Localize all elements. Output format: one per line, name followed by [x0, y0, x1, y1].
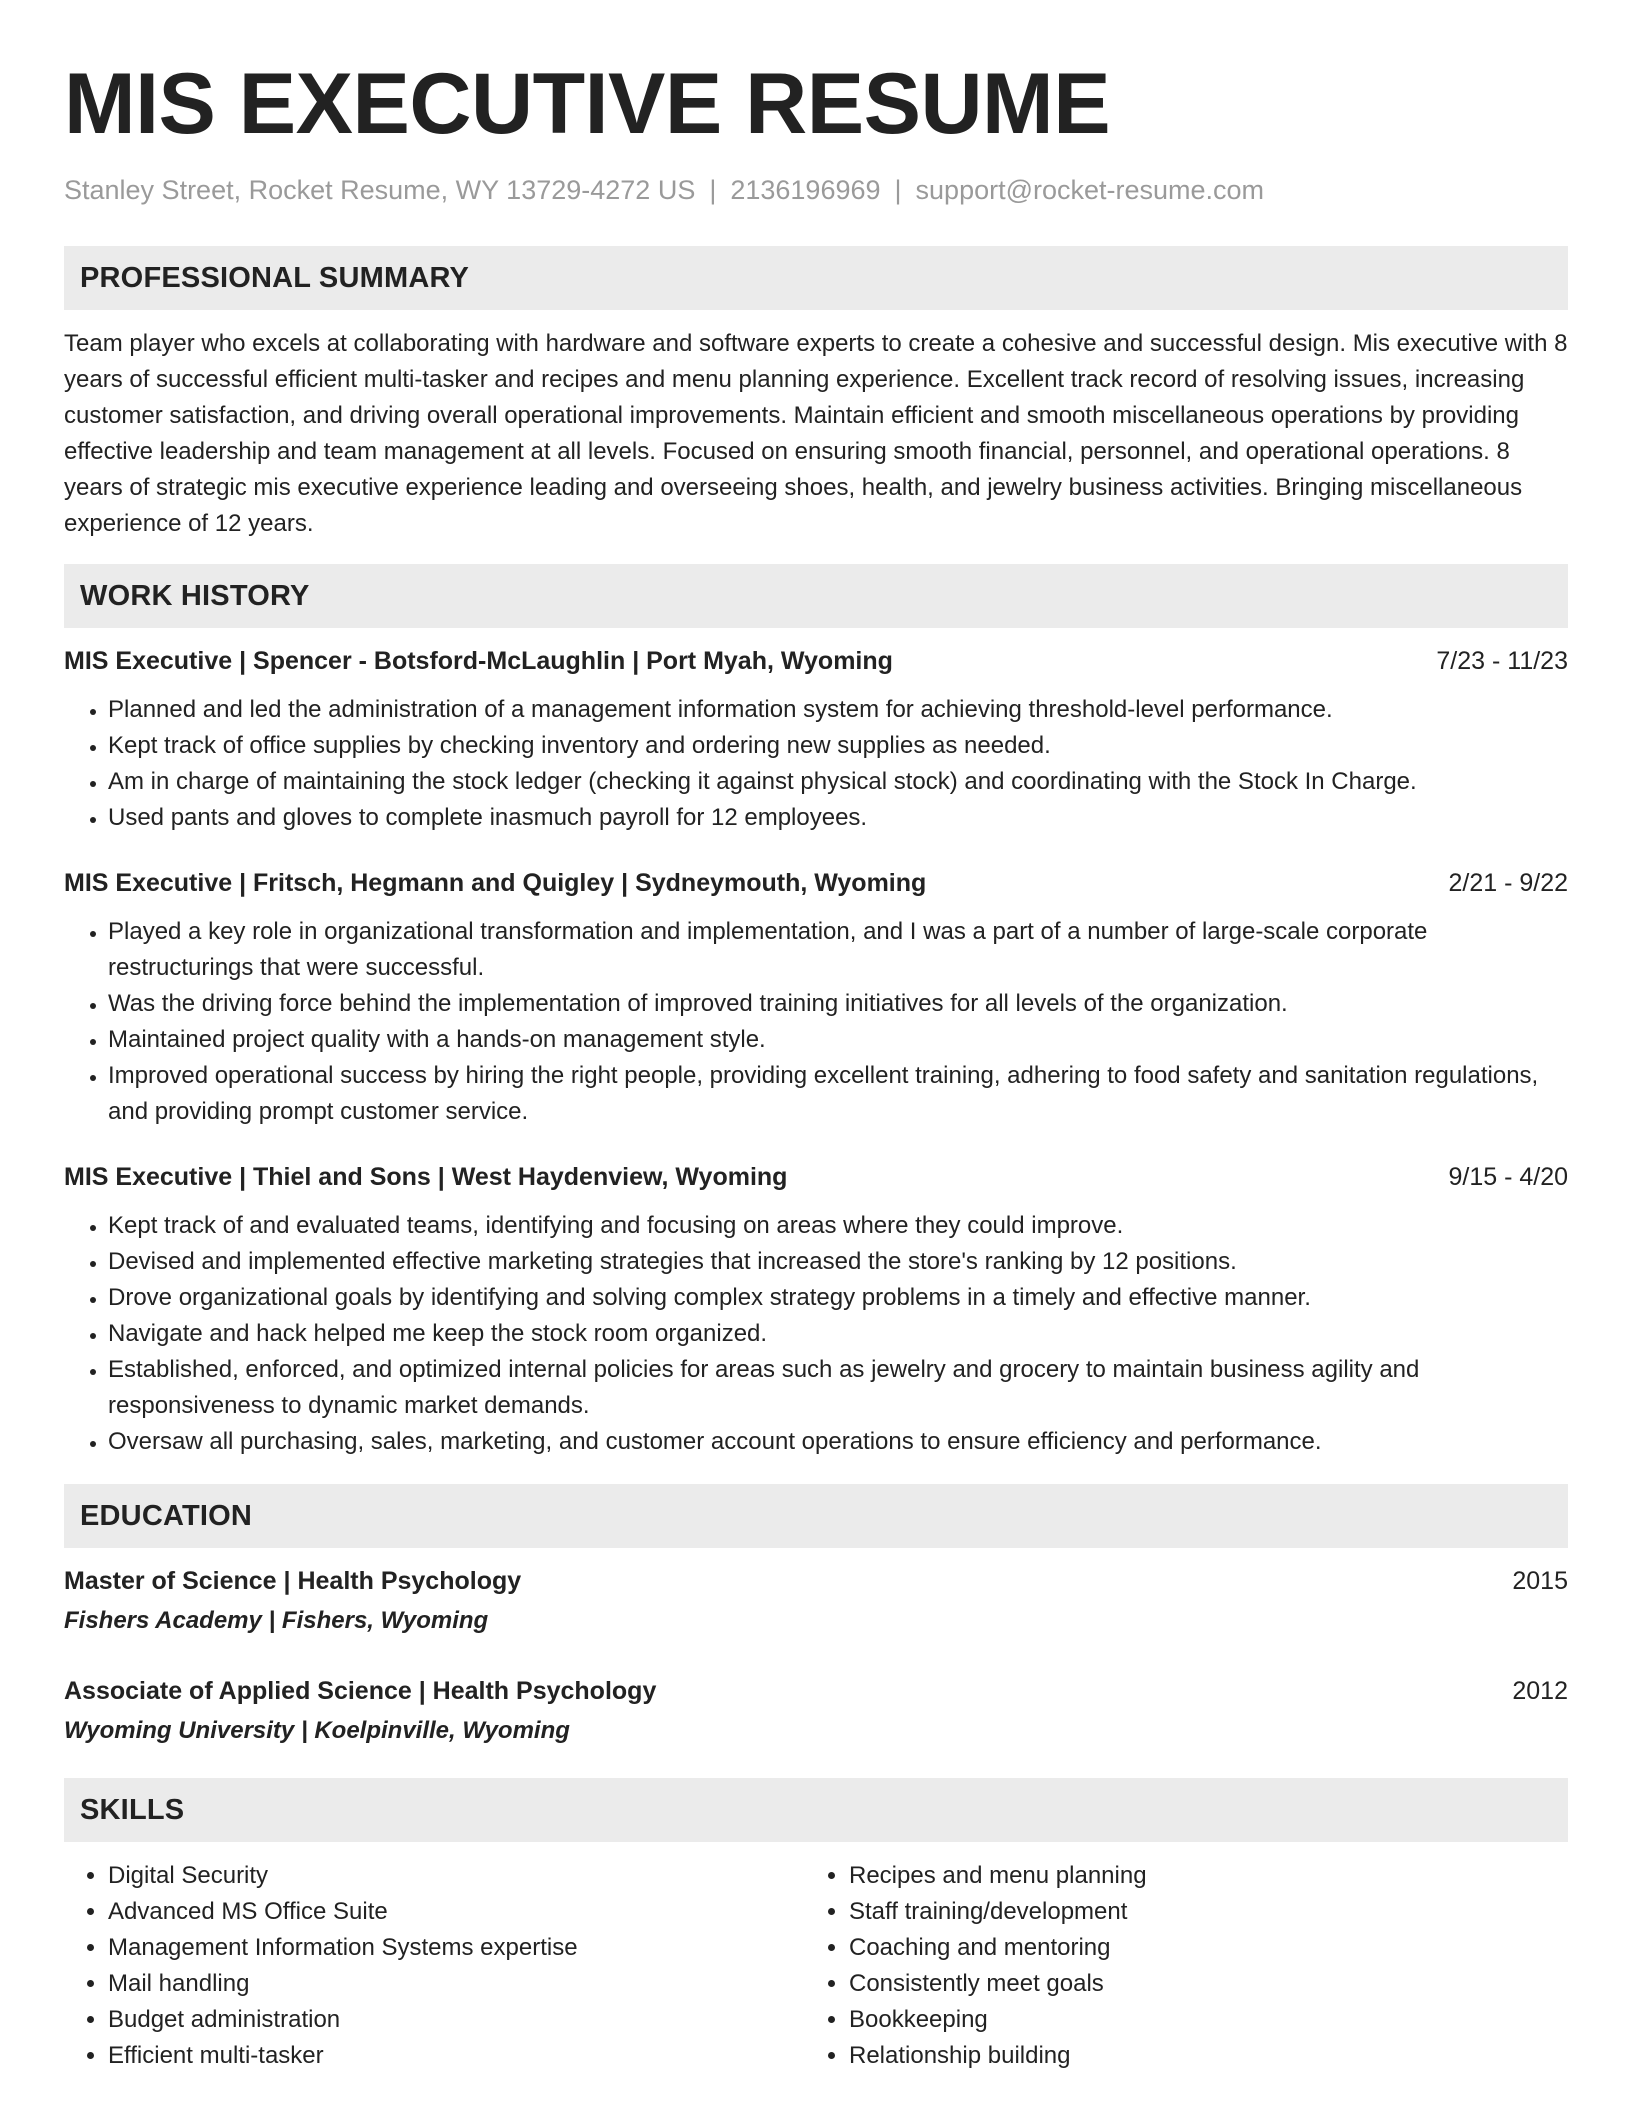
- skill-item: • Advanced MS Office Suite: [108, 1894, 805, 1930]
- job-bullet: • Devised and implemented effective marketing strategies that increased the store's ranking by 12 positions.: [108, 1244, 1568, 1280]
- separator: |: [709, 175, 717, 205]
- skill-item: • Digital Security: [108, 1858, 805, 1894]
- school-name: Wyoming University | Koelpinville, Wyoming: [64, 1717, 570, 1744]
- job-header: [64, 1160, 1568, 1194]
- job-title: MIS Executive | Fritsch, Hegmann and Quigley | Sydneymouth, Wyoming: [64, 869, 927, 897]
- degree-title: Master of Science | Health Psychology: [64, 1567, 522, 1595]
- contact-line: [64, 172, 1568, 208]
- job-bullet: • Am in charge of maintaining the stock ledger (checking it against physical stock) and coordinating with the Stock In Charge.: [108, 764, 1568, 800]
- education-entry: [64, 1674, 1568, 1748]
- job-entry: [64, 866, 1568, 1130]
- job-entry: [64, 1160, 1568, 1460]
- job-bullet: • Planned and led the administration of a management information system for achieving threshold-level performance.: [108, 692, 1568, 728]
- job-dates: 2/21 - 9/22: [1448, 869, 1568, 897]
- job-bullets: [64, 914, 1568, 1130]
- separator: |: [894, 175, 902, 205]
- job-bullet: • Kept track of office supplies by checking inventory and ordering new supplies as needed.: [108, 728, 1568, 764]
- email-link[interactable]: support@rocket-resume.com: [915, 175, 1265, 205]
- job-bullet: • Kept track of and evaluated teams, identifying and focusing on areas where they could improve.: [108, 1208, 1568, 1244]
- page-title: MIS EXECUTIVE RESUME: [64, 56, 1111, 152]
- education-heading: EDUCATION: [64, 1484, 1568, 1548]
- skill-item: • Coaching and mentoring: [849, 1930, 1546, 1966]
- address-text: Stanley Street, Rocket Resume, WY 13729-4272 US: [64, 175, 696, 205]
- job-title: MIS Executive | Spencer - Botsford-McLaughlin | Port Myah, Wyoming: [64, 647, 893, 675]
- job-bullet: • Drove organizational goals by identifying and solving complex strategy problems in a timely and effective manner.: [108, 1280, 1568, 1316]
- job-bullet: • Oversaw all purchasing, sales, marketing, and customer account operations to ensure efficiency and performance.: [108, 1424, 1568, 1460]
- job-bullets: [64, 1208, 1568, 1460]
- skills-heading: SKILLS: [64, 1778, 1568, 1842]
- job-header: [64, 644, 1568, 678]
- skill-item: • Relationship building: [849, 2038, 1546, 2074]
- education-header: [64, 1564, 1568, 1598]
- job-bullet: • Improved operational success by hiring the right people, providing excellent training, adhering to food safety and sanitation regulations, and providing prompt customer service.: [108, 1058, 1568, 1130]
- job-bullet: • Used pants and gloves to complete inasmuch payroll for 12 employees.: [108, 800, 1568, 836]
- skills-list-left: [64, 1858, 805, 2074]
- job-header: [64, 866, 1568, 900]
- work-history-heading: WORK HISTORY: [64, 564, 1568, 628]
- education-header: [64, 1674, 1568, 1708]
- degree-title: Associate of Applied Science | Health Psychology: [64, 1677, 657, 1705]
- phone-text: 2136196969: [730, 175, 881, 205]
- job-bullet: • Maintained project quality with a hands-on management style.: [108, 1022, 1568, 1058]
- job-title: MIS Executive | Thiel and Sons | West Haydenview, Wyoming: [64, 1163, 788, 1191]
- graduation-year: 2012: [1512, 1677, 1568, 1705]
- job-bullet: • Established, enforced, and optimized internal policies for areas such as jewelry and grocery to maintain business agility and responsiveness to dynamic market demands.: [108, 1352, 1568, 1424]
- education-entry: [64, 1564, 1568, 1638]
- skill-item: • Efficient multi-tasker: [108, 2038, 805, 2074]
- skill-item: • Recipes and menu planning: [849, 1858, 1546, 1894]
- skill-item: • Bookkeeping: [849, 2002, 1546, 2038]
- job-dates: 7/23 - 11/23: [1436, 647, 1568, 675]
- skills-list-right: [805, 1858, 1546, 2074]
- job-entry: [64, 644, 1568, 836]
- graduation-year: 2015: [1512, 1567, 1568, 1595]
- summary-heading: PROFESSIONAL SUMMARY: [64, 246, 1568, 310]
- job-bullet: • Navigate and hack helped me keep the stock room organized.: [108, 1316, 1568, 1352]
- skill-item: • Consistently meet goals: [849, 1966, 1546, 2002]
- summary-text: Team player who excels at collaborating with hardware and software experts to create a cohesive and successful design. Mis executive with 8 years of successful efficient multi-tasker and recipes and menu planning experience. Excellent track record of resolving issues, increasing customer satisfaction, and driving overall operational improvements. Maintain efficient and smooth miscellaneous operations by providing effective leadership and team management at all levels. Focused on ensuring smooth financial, personnel, and operational operations. 8 years of strategic mis executive experience leading and overseeing shoes, health, and jewelry business activities. Bringing miscellaneous experience of 12 years.: [64, 330, 1568, 537]
- skill-item: • Management Information Systems expertise: [108, 1930, 805, 1966]
- school-name: Fishers Academy | Fishers, Wyoming: [64, 1607, 489, 1634]
- skill-item: • Staff training/development: [849, 1894, 1546, 1930]
- job-bullets: [64, 692, 1568, 836]
- job-bullet: • Played a key role in organizational transformation and implementation, and I was a part of a number of large-scale corporate restructurings that were successful.: [108, 914, 1568, 986]
- skill-item: • Budget administration: [108, 2002, 805, 2038]
- job-bullet: • Was the driving force behind the implementation of improved training initiatives for all levels of the organization.: [108, 986, 1568, 1022]
- job-dates: 9/15 - 4/20: [1448, 1163, 1568, 1191]
- skills-columns: [64, 1858, 1568, 2074]
- skill-item: • Mail handling: [108, 1966, 805, 2002]
